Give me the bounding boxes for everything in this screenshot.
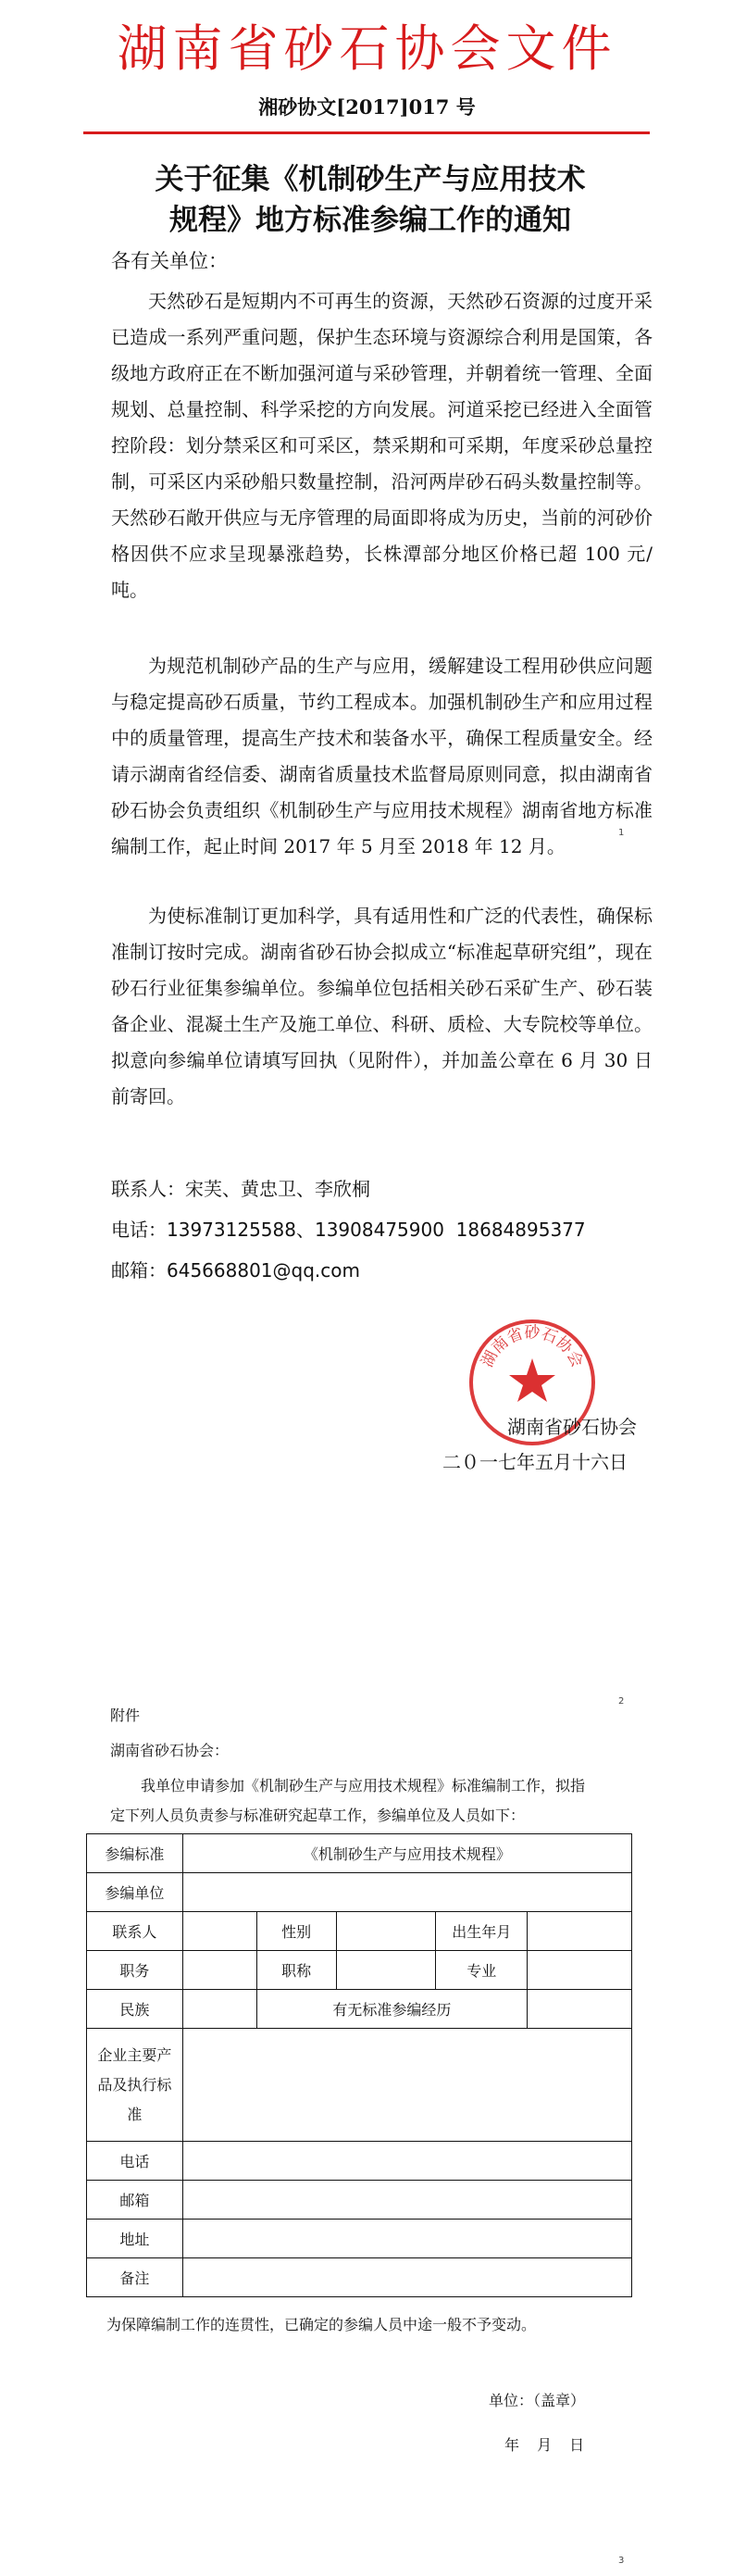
signing-date: 二０一七年五月十六日 [442, 1451, 628, 1473]
document-number: 湘砂协文[2017]017 号 [258, 95, 476, 119]
notice-title-line-1: 关于征集《机制砂生产与应用技术 [155, 163, 586, 196]
form-field-products[interactable] [182, 2029, 631, 2142]
form-row-remark [87, 2258, 632, 2297]
form-field-major[interactable] [528, 1951, 632, 1990]
attachment-addressee: 湖南省砂石协会： [110, 1742, 230, 1759]
form-field-contact[interactable] [182, 1912, 256, 1951]
contact-persons: 联系人：宋芙、黄忠卫、李欣桐 [111, 1178, 370, 1200]
attachment-label: 附件 [110, 1707, 141, 1724]
header-title: 湖南省砂石协会文件 [117, 19, 617, 78]
notice-title-line-2: 规程》地方标准参编工作的通知 [169, 204, 571, 237]
form-label-remark: 备注 [87, 2258, 183, 2297]
form-row-contact [87, 1912, 632, 1951]
form-label-products-line-2: 品及执行标 [97, 2075, 172, 2094]
form-value-standard: 《机制砂生产与应用技术规程》 [182, 1834, 631, 1873]
form-label-contact: 联系人 [87, 1912, 183, 1951]
form-row-standard [87, 1834, 632, 1873]
form-label-unit: 参编单位 [87, 1873, 183, 1912]
paragraph-3: 为使标准制订更加科学，具有适用性和广泛的代表性，确保标准制订按时完成。湖南省砂石协会拟成立“标准起草研究组”，现在砂石行业征集参编单位。参编单位包括相关砂石采矿生产、砂石装备企业、混凝土生产及施工单位、科研、质检、大专院校等单位。拟意向参编单位请填写回执（见附件），并加盖公章在 6 月 30 日前寄回。 [111, 905, 653, 1107]
form-field-remark[interactable] [182, 2258, 631, 2297]
contact-phone: 电话：13973125588、13908475900 18684895377 [111, 1219, 586, 1241]
form-label-phone: 电话 [87, 2142, 183, 2181]
form-label-ethnic: 民族 [87, 1990, 183, 2029]
form-row-phone [87, 2142, 632, 2181]
contact-email[interactable]: 邮箱：645668801@qq.com [111, 1259, 360, 1282]
form-label-email: 邮箱 [87, 2181, 183, 2220]
form-label-duty: 职务 [87, 1951, 183, 1990]
form-label-standard: 参编标准 [87, 1834, 183, 1873]
form-field-experience[interactable] [528, 1990, 632, 2029]
form-row-email [87, 2181, 632, 2220]
form-field-title[interactable] [336, 1951, 436, 1990]
salutation: 各有关单位： [111, 250, 228, 272]
unit-stamp-label: 单位：（盖章） [489, 2392, 586, 2409]
attachment-intro-line-2: 定下列人员负责参与标准研究起草工作，参编单位及人员如下： [110, 1807, 526, 1824]
attachment-intro-line-1: 我单位申请参加《机制砂生产与应用技术规程》标准编制工作，拟指 [141, 1777, 586, 1794]
form-field-gender[interactable] [336, 1912, 436, 1951]
form-label-gender: 性别 [256, 1912, 336, 1951]
paragraph-1: 天然砂石是短期内不可再生的资源，天然砂石资源的过度开采已造成一系列严重问题，保护生态环境与资源综合利用是国策，各级地方政府正在不断加强河道与采砂管理，并朝着统一管理、全面规划、总量控制、科学采挖的方向发展。河道采挖已经进入全面管控阶段：划分禁采区和可采区，禁采期和可采期，年度采砂总量控制，可采区内采砂船只数量控制，沿河两岸砂石码头数量控制等。天然砂石敞开供应与无序管理的局面即将成为历史，当前的河砂价格因供不应求呈现暴涨趋势，长株潭部分地区价格已超 100 元/吨。 [111, 290, 653, 601]
form-row-address [87, 2220, 632, 2258]
page-number-3: 3 [618, 2556, 625, 2566]
form-label-major: 专业 [436, 1951, 528, 1990]
footer-note: 为保障编制工作的连贯性，已确定的参编人员中途一般不予变动。 [106, 2316, 537, 2333]
signing-organization: 湖南省砂石协会 [507, 1416, 637, 1438]
form-label-products-line-3: 准 [127, 2105, 143, 2123]
form-label-experience: 有无标准参编经历 [256, 1990, 528, 2029]
form-field-ethnic[interactable] [182, 1990, 256, 2029]
registration-form [86, 1833, 632, 2297]
date-placeholder: 年 月 日 [504, 2436, 585, 2454]
form-field-email[interactable] [182, 2181, 631, 2220]
paragraph-2: 为规范机制砂产品的生产与应用，缓解建设工程用砂供应问题与稳定提高砂石质量，节约工程成本。加强机制砂生产和应用过程中的质量管理，提高生产技术和装备水平，确保工程质量安全。经请示湖南省经信委、湖南省质量技术监督局原则同意，拟由湖南省砂石协会负责组织《机制砂生产与应用技术规程》湖南省地方标准编制工作，起止时间 2017 年 5 月至 2018 年 12 月。 [111, 655, 653, 857]
form-field-birth[interactable] [528, 1912, 632, 1951]
form-row-ethnic [87, 1990, 632, 2029]
form-row-duty [87, 1951, 632, 1990]
page-number-1: 1 [618, 828, 625, 838]
header-divider [83, 131, 650, 134]
form-field-phone[interactable] [182, 2142, 631, 2181]
form-field-unit[interactable] [182, 1873, 631, 1912]
form-label-birth: 出生年月 [436, 1912, 528, 1951]
seal-text: 湖南省砂石协会 [478, 1323, 587, 1370]
form-field-duty[interactable] [182, 1951, 256, 1990]
form-label-title: 职称 [256, 1951, 336, 1990]
form-row-products [87, 2029, 632, 2142]
page-number-2: 2 [618, 1696, 625, 1707]
form-label-address: 地址 [87, 2220, 183, 2258]
form-label-products [87, 2029, 183, 2142]
form-field-address[interactable] [182, 2220, 631, 2258]
form-row-unit [87, 1873, 632, 1912]
form-label-products-line-1: 企业主要产 [97, 2045, 172, 2064]
notice-title [111, 159, 629, 241]
